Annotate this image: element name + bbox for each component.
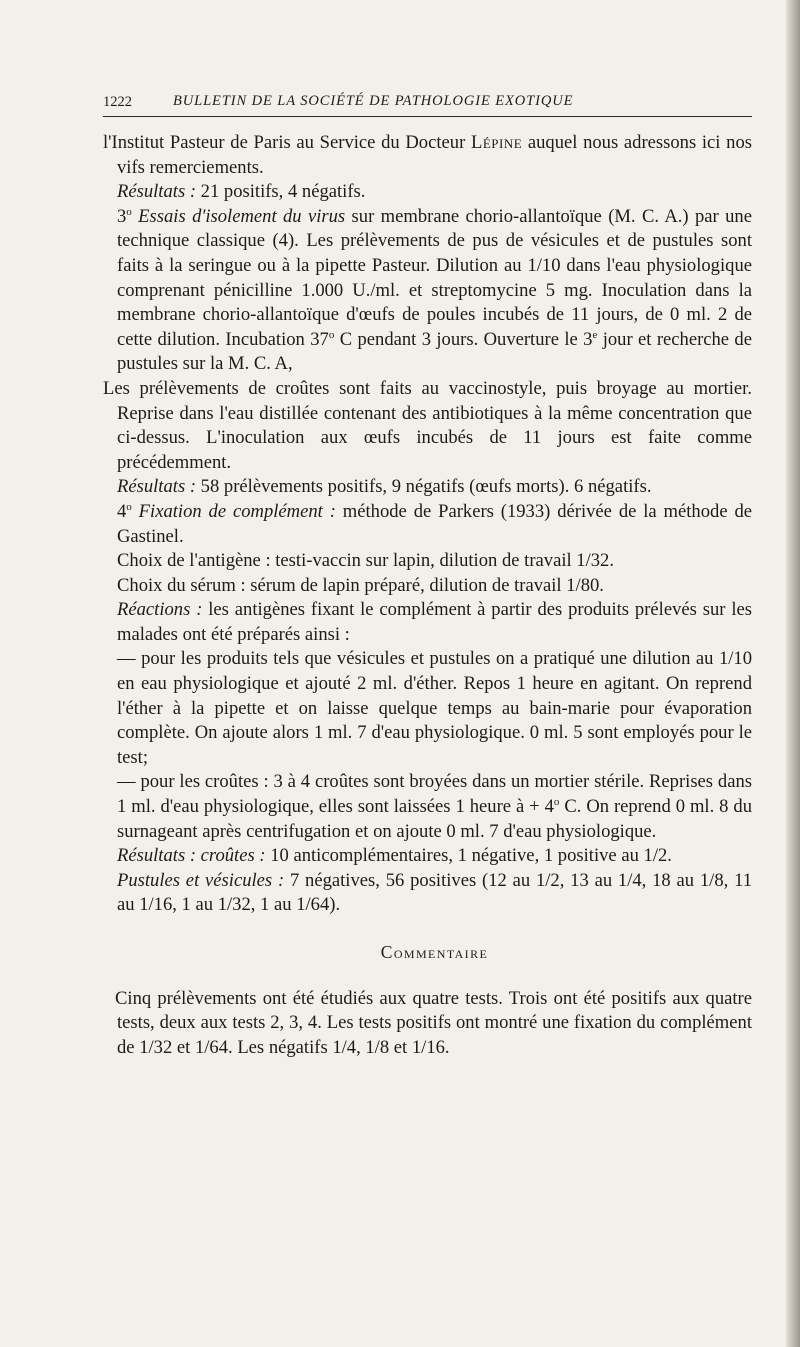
page-number: 1222 — [103, 94, 132, 110]
paragraph-commentary: Cinq prélèvements ont été étudiés aux quatre tests. Trois ont été positifs aux quatre tests, deux aux tests 2, 3, 4. Les tests positifs ont montré une fixation du complément de 1/32 et 1/64. Les négatifs 1/4, 1/8 et 1/16. — [115, 987, 752, 1058]
paragraph-results-crusts: Résultats : croûtes : 10 anticomplémentaires, 1 négative, 1 positive au 1/2. — [117, 845, 672, 867]
paragraph-antigen: Choix de l'antigène : testi-vaccin sur lapin, dilution de travail 1/32. — [117, 550, 615, 572]
section-heading: Commentaire — [380, 942, 489, 962]
paragraph-results-1: Résultats : 21 positifs, 4 négatifs. — [117, 181, 366, 203]
paragraph-acknowledgement: l'Institut Pasteur de Paris au Service du Docteur Lépine auquel nous adressons ici nos vifs remerciements. — [103, 132, 752, 178]
body-text — [103, 131, 753, 1060]
paragraph-crusts: Les prélèvements de croûtes sont faits au vaccinostyle, puis broyage au mortier. Reprise dans l'eau distillée contenant des antibiotiques à la même concentration que ci-dessus. L'inoculation aux œufs incubés de 11 jours est faite comme précédemment. — [103, 377, 752, 473]
page-header — [103, 92, 752, 117]
paragraph-results-pustules: Pustules et vésicules : 7 négatives, 56 positives (12 au 1/2, 13 au 1/4, 18 au 1/8, 11 au 1/16, 1 au 1/32, 1 au 1/64). — [117, 869, 752, 916]
author-name: Lépine — [470, 132, 523, 153]
paragraph-reactions: Réactions : les antigènes fixant le complément à partir des produits prélevés sur les malades ont été préparés ainsi : — [117, 599, 752, 645]
paragraph-vesicles: — pour les produits tels que vésicules et pustules on a pratiqué une dilution au 1/10 en eau physiologique et ajouté 2 ml. d'éther. Repos 1 heure en agitant. On reprend l'éther à la pipette et on laisse quelque temps au bain-marie pour évaporation complète. On ajoute alors 1 ml. 7 d'eau physiologique. 0 ml. 5 sont employés pour le test; — [117, 648, 752, 768]
paragraph-results-2: Résultats : 58 prélèvements positifs, 9 négatifs (œufs morts). 6 négatifs. — [117, 476, 652, 498]
running-title: BULLETIN DE LA SOCIÉTÉ DE PATHOLOGIE EXOTIQUE — [173, 93, 574, 109]
paragraph-fixation: 4$^o$ Fixation de complément : méthode de Parkers (1933) dérivée de la méthode de Gastinel. — [117, 500, 753, 547]
paragraph-serum: Choix du sérum : sérum de lapin préparé, dilution de travail 1/80. — [117, 574, 604, 596]
page-edge-shadow — [786, 0, 800, 1347]
paragraph-crusts-method: — pour les croûtes : 3 à 4 croûtes sont broyées dans un mortier stérile. Reprises dans 1 ml. d'eau physiologique, elles sont laissées 1 heure à + $4^o$ C. On reprend 0 ml. 8 du surnageant après centrifugation et on ajoute 0 ml. 7 d'eau physiologique. — [117, 771, 752, 842]
paragraph-isolation: 3$^o$ Essais d'isolement du virus sur membrane chorio-allantoïque (M. C. A.) par une technique classique (4). Les prélèvements de pus de vésicules et de pustules sont faits à la seringue ou à la pipette Pasteur. Dilution au 1/10 dans l'eau physiologique comprenant pénicilline 1.000 U./ml. et streptomycine 5 mg. Inoculation dans la membrane chorio-allantoïque d'œufs de poules incubés de 11 jours, de 0 ml. 2 de cette dilution. Incubation 37$^o$ C pendant 3 jours. Ouverture le 3e jour et recherche de pustules sur la M. C. A, — [117, 205, 752, 375]
